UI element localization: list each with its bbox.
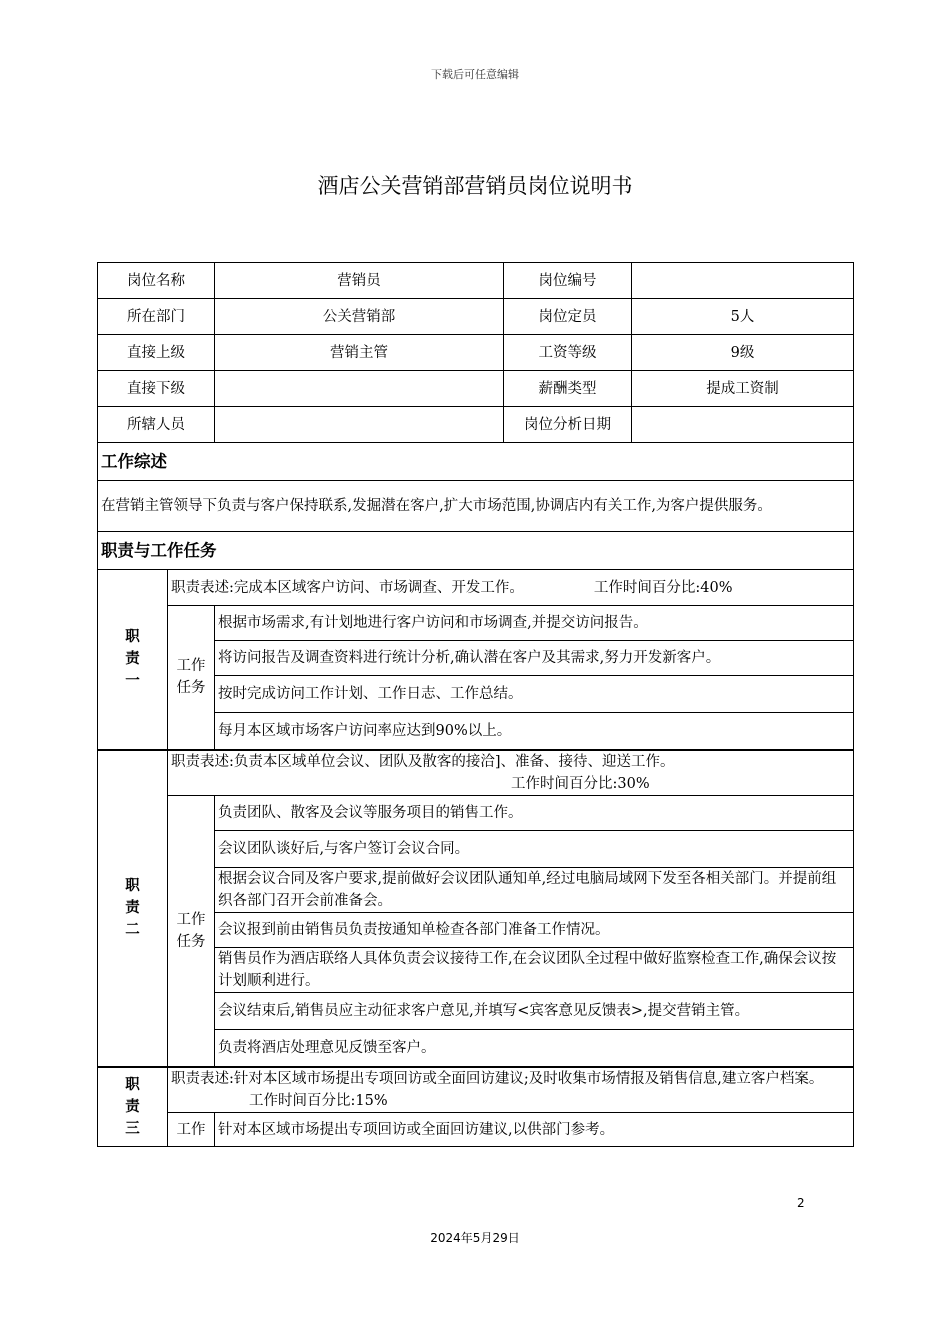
task-item: 根据会议合同及客户要求,提前做好会议团队通知单,经过电脑局域网下发至各相关部门。并提前组织各部门召开会前准备会。 <box>215 867 854 912</box>
info-value <box>632 263 854 299</box>
footer-date: 2024年5月29日 <box>430 1231 520 1245</box>
info-value <box>215 371 504 407</box>
info-value: 营销员 <box>215 263 504 299</box>
duty3-pct: 工作时间百分比:15% <box>249 1093 388 1109</box>
header-note: 下载后可任意编辑 <box>431 68 519 81</box>
task-item: 负责将酒店处理意见反馈至客户。 <box>215 1029 854 1067</box>
info-label: 薪酬类型 <box>504 371 632 407</box>
task-item: 按时完成访问工作计划、工作日志、工作总结。 <box>215 676 854 713</box>
duties-heading: 职责与工作任务 <box>98 532 854 570</box>
info-row <box>98 371 854 407</box>
duty3-statement-row <box>98 1067 854 1113</box>
task-item: 针对本区域市场提出专项回访或全面回访建议,以供部门参考。 <box>215 1113 854 1147</box>
task-item: 将访问报告及调查资料进行统计分析,确认潜在客户及其需求,努力开发新客户。 <box>215 641 854 676</box>
task-row <box>98 1113 854 1147</box>
duty2-label: 职责二 <box>98 750 168 1068</box>
info-label: 岗位编号 <box>504 263 632 299</box>
task-item: 每月本区域市场客户访问率应达到90%以上。 <box>215 713 854 750</box>
duty2-pct: 工作时间百分比:30% <box>511 775 650 792</box>
duty1-task-label: 工作任务 <box>168 606 215 750</box>
task-item: 会议结束后,销售员应主动征求客户意见,并填写<宾客意见反馈表>,提交营销主管。 <box>215 992 854 1029</box>
summary-heading: 工作综述 <box>98 443 854 481</box>
info-label: 直接下级 <box>98 371 215 407</box>
page-number: 2 <box>797 1196 805 1210</box>
info-row <box>98 407 854 443</box>
duty1-statement-row <box>98 570 854 606</box>
duty2-statement-row <box>98 750 854 796</box>
info-row <box>98 299 854 335</box>
info-row <box>98 335 854 371</box>
info-label: 岗位定员 <box>504 299 632 335</box>
duty1-label: 职责一 <box>98 570 168 750</box>
task-row <box>98 606 854 641</box>
info-value <box>215 407 504 443</box>
info-value: 9级 <box>632 335 854 371</box>
task-item: 销售员作为酒店联络人具体负责会议接待工作,在会议团队全过程中做好监察检查工作,确保会议按计划顺利进行。 <box>215 947 854 992</box>
duty2-statement: 职责表述:负责本区域单位会议、团队及散客的接洽]、准备、接待、迎送工作。 工作时间百分比:30% <box>168 750 854 796</box>
info-label: 直接上级 <box>98 335 215 371</box>
job-description-table <box>97 262 854 1147</box>
task-row <box>98 795 854 830</box>
task-item: 负责团队、散客及会议等服务项目的销售工作。 <box>215 795 854 830</box>
duty3-label: 职责三 <box>98 1067 168 1147</box>
task-item: 会议团队谈好后,与客户签订会议合同。 <box>215 830 854 867</box>
summary-text: 在营销主管领导下负责与客户保持联系,发掘潜在客户,扩大市场范围,协调店内有关工作,为客户提供服务。 <box>98 481 854 532</box>
duty1-statement: 职责表述:完成本区域客户访问、市场调查、开发工作。 工作时间百分比:40% <box>168 570 854 606</box>
info-label: 工资等级 <box>504 335 632 371</box>
duty1-pct: 工作时间百分比:40% <box>593 579 733 596</box>
duties-heading-row <box>98 532 854 570</box>
summary-heading-row <box>98 443 854 481</box>
duty2-task-label: 工作任务 <box>168 795 215 1067</box>
info-value: 提成工资制 <box>632 371 854 407</box>
summary-row <box>98 481 854 532</box>
info-value <box>632 407 854 443</box>
info-value: 5人 <box>632 299 854 335</box>
duty3-statement: 职责表述:针对本区域市场提出专项回访或全面回访建议;及时收集市场情报及销售信息,建立客户档案。工作时间百分比:15% <box>168 1067 854 1113</box>
info-row <box>98 263 854 299</box>
info-label: 岗位分析日期 <box>504 407 632 443</box>
task-item: 会议报到前由销售员负责按通知单检查各部门准备工作情况。 <box>215 912 854 947</box>
info-label: 所辖人员 <box>98 407 215 443</box>
info-label: 所在部门 <box>98 299 215 335</box>
info-label: 岗位名称 <box>98 263 215 299</box>
page-title: 酒店公关营销部营销员岗位说明书 <box>317 174 633 198</box>
task-item: 根据市场需求,有计划地进行客户访问和市场调查,并提交访问报告。 <box>215 606 854 641</box>
info-value: 公关营销部 <box>215 299 504 335</box>
duty3-task-label: 工作 <box>168 1113 215 1147</box>
info-value: 营销主管 <box>215 335 504 371</box>
